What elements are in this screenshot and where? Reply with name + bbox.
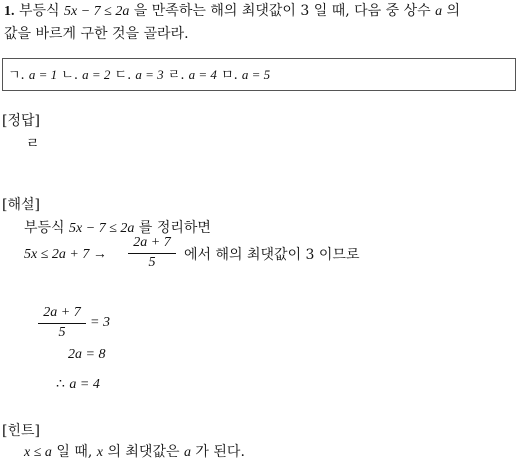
- solution-line-2-text: 에서 해의 최댓값이 3 이므로: [184, 247, 360, 263]
- equation-3: ∴ a = 4: [56, 376, 100, 392]
- choice-1[interactable]: ㄱ. a = 1: [8, 67, 58, 83]
- choice-5[interactable]: ㅁ. a = 5: [221, 67, 271, 83]
- fraction-denominator: 5: [148, 255, 156, 270]
- question-number: 1.: [4, 4, 15, 19]
- question-text-suffix: 의: [446, 3, 461, 19]
- hint-heading: [힌트]: [2, 423, 40, 439]
- fraction-numerator: 2a + 7: [133, 235, 171, 250]
- question-text-middle: 을 만족하는 해의 최댓값이 3 일 때, 다음 중 상수: [133, 3, 431, 19]
- choice-4[interactable]: ㄹ. a = 4: [167, 67, 217, 83]
- answer-heading: [정답]: [2, 113, 40, 129]
- question-line-2: 값을 바르게 구한 것을 골라라.: [4, 26, 189, 42]
- question-text-prefix: 부등식: [18, 3, 60, 19]
- choice-2[interactable]: ㄴ. a = 2: [61, 67, 111, 83]
- question-line-1: [4, 4, 460, 19]
- choice-3[interactable]: ㄷ. a = 3: [114, 67, 164, 83]
- solution-heading: [해설]: [2, 197, 40, 213]
- hint-variable-a: a: [183, 445, 191, 460]
- answer-value: ㄹ: [26, 136, 40, 152]
- solution-line-2-lhs: 5x ≤ 2a + 7 →: [24, 247, 107, 262]
- solution-fraction: [128, 236, 176, 270]
- solution-inequality: 5x − 7 ≤ 2a: [69, 221, 135, 236]
- hint-line: x ≤ a 일 때, x 의 최댓값은 a 가 된다.: [24, 444, 245, 460]
- equation-1-rhs: = 3: [90, 315, 110, 330]
- equation-2: 2a = 8: [68, 347, 106, 362]
- hint-inequality: x ≤ a: [24, 445, 52, 460]
- hint-variable-x: x: [96, 445, 103, 460]
- equation-1-fraction: [38, 306, 86, 340]
- question-variable-a: a: [435, 4, 443, 19]
- solution-line-1: 부등식 5x − 7 ≤ 2a 를 정리하면: [24, 220, 211, 236]
- equation-1-numerator: 2a + 7: [43, 305, 81, 320]
- therefore-symbol: ∴: [56, 376, 65, 392]
- choices-row: [8, 68, 270, 82]
- equation-1-denominator: 5: [58, 325, 66, 340]
- question-inequality: 5x − 7 ≤ 2a: [63, 4, 130, 19]
